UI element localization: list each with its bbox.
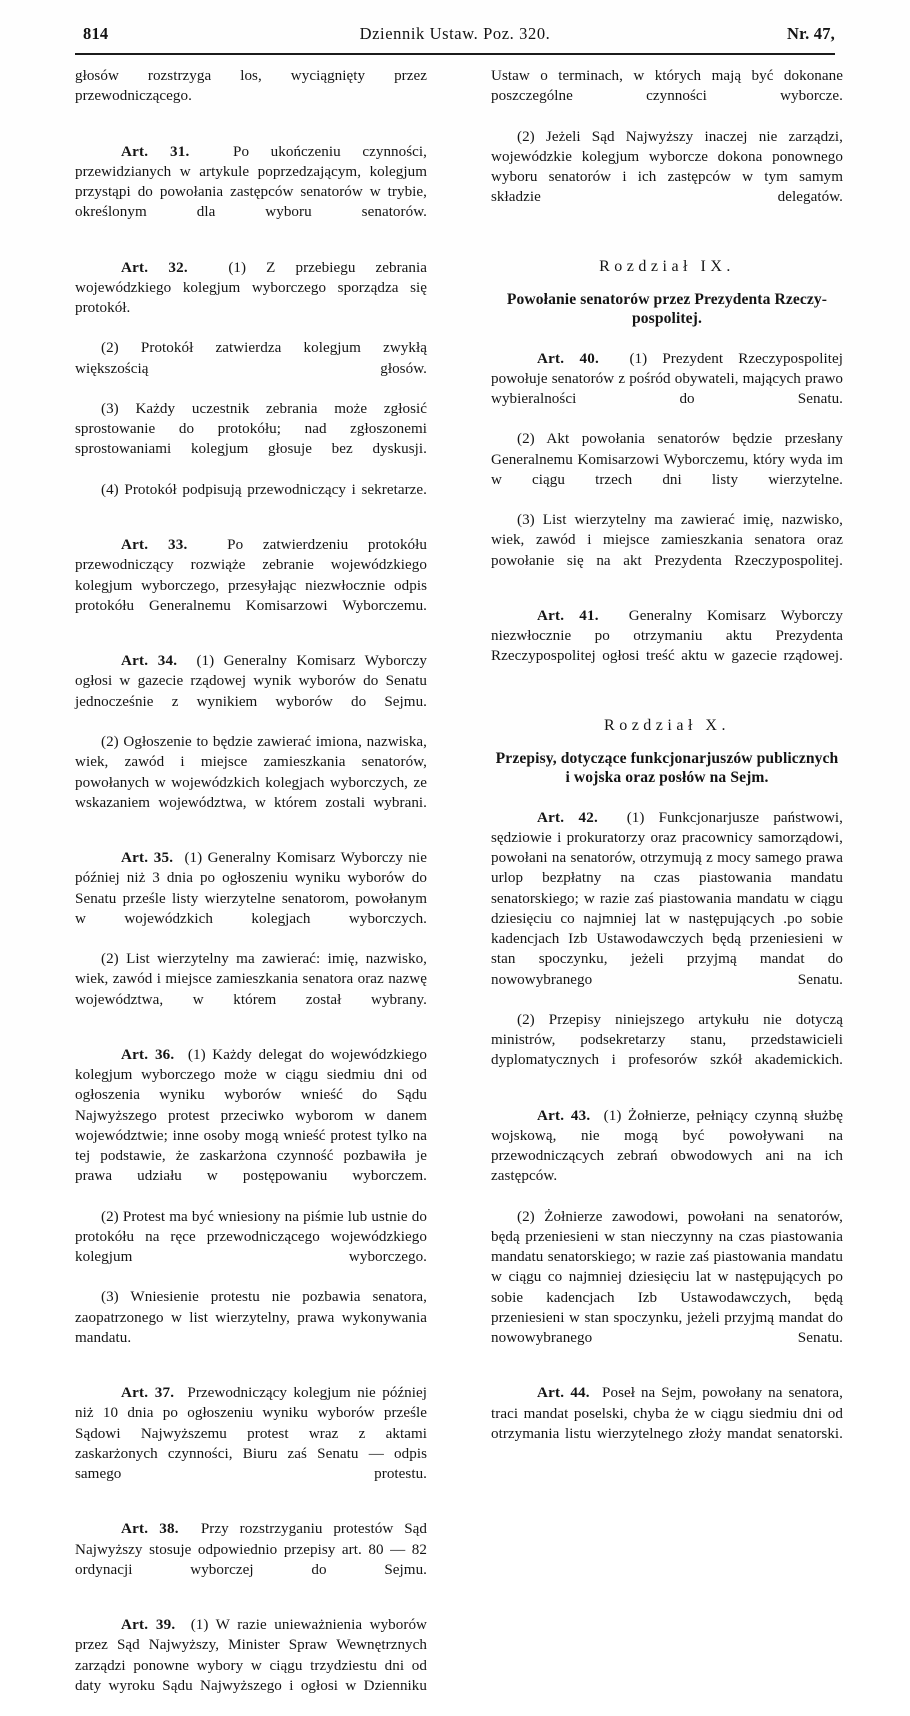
article-label: Art. 33. xyxy=(121,537,188,554)
paragraph-text: głosów rozstrzyga los, wyciągnięty przez przewodniczącego. xyxy=(75,68,427,105)
paragraph-text: Przewodniczący kolegjum nie później niż 10 dnia po ogłoszeniu wyniku wyborów prześle Sądowi Najwyższemu protest wraz z aktami zaskarżonych czynności, Biuru zaś Senatu — odpis samego protestu. xyxy=(75,1385,427,1482)
paragraph-text: (1) W razie unieważnienia wyborów przez Sąd Najwyższy, Minister Spraw Wewnętrznych zarządzi ponowne wybory w ciągu trzydziestu dni od daty wyroku Sądu Najwyższego i ogłosi w Dzienniku xyxy=(75,1617,428,1694)
body-paragraph xyxy=(75,338,427,399)
paragraph-text: (1) Prezydent Rzeczypospolitej powołuje senatorów z pośród obywateli, mających prawo wybieralności do Senatu. xyxy=(491,350,843,408)
article-paragraph xyxy=(75,1615,427,1716)
article-paragraph xyxy=(491,606,843,687)
body-paragraph xyxy=(491,1207,843,1369)
paragraph-text: Poseł na Sejm, powołany na senatora, traci mandat poselski, chyba że w ciągu siedmiu dni od otrzymania listu wierzytelnego złoży mandat senatorski. xyxy=(491,1385,843,1442)
body-paragraph xyxy=(75,66,427,127)
paragraph-text: (1) Generalny Komisarz Wyborczy ogłosi w gazecie rządowej wynik wyborów do Senatu jednocześnie z wynikiem wyborów do Sejmu. xyxy=(75,653,427,710)
chapter-title xyxy=(491,290,843,329)
paragraph-text: (3) Każdy uczestnik zebrania może zgłosić sprostowanie do protokółu; nad zgłoszonemi sprostowaniami kolegjum głosuje bez dyskusji. xyxy=(75,401,427,458)
paragraph-text: (4) Protokół podpisują przewodniczący i sekretarze. xyxy=(101,481,427,498)
paragraph-text: Po zatwierdzeniu protokółu przewodniczący rozwiąże zebranie wojewódzkiego kolegjum wyborczego, przesyłając niezwłocznie odpis protokółu Generalnemu Komisarzowi Wyborczemu. xyxy=(75,537,427,614)
paragraph-text: (2) Jeżeli Sąd Najwyższy inaczej nie zarządzi, wojewódzkie kolegjum wyborcze dokona ponownego wyboru senatorów i ich zastępców w tym samym składzie delegatów. xyxy=(491,128,843,206)
article-paragraph xyxy=(75,535,427,636)
paragraph-text: (1) Każdy delegat do wojewódzkiego kolegjum wyborczego może w ciągu siedmiu dni od ogłoszenia wyniku wyborów wnieść do Sądu Najwyższego protest przeciwko wyborom w danem województwie; inne osoby mogą wnieść protest tylko na tej podstawie, że zaskarżona czynność pozbawiła je prawa udziału w postępowaniu wyborczem. xyxy=(75,1046,427,1185)
body-paragraph xyxy=(75,1207,427,1288)
article-label: Art. 38. xyxy=(121,1521,179,1538)
chapter-title-line-2: pospolitej. xyxy=(632,310,702,328)
article-label: Art. 35. xyxy=(121,850,174,867)
chapter-title-line-2: i wojska oraz posłów na Sejm. xyxy=(565,769,769,787)
issue-number: Nr. 47, xyxy=(787,24,835,43)
paragraph-text: Ustaw o terminach, w których mają być dokonane poszczególne czynności wyborcze. xyxy=(491,68,843,105)
article-label: Art. 34. xyxy=(121,653,178,670)
body-paragraph xyxy=(491,429,843,510)
paragraph-text: (2) Przepisy niniejszego artykułu nie dotyczą ministrów, podsekretarzy stanu, przedstawicieli dyplomatycznych i profesorów szkół akademickich. xyxy=(491,1011,843,1069)
article-label: Art. 44. xyxy=(537,1385,590,1402)
article-label: Art. 43. xyxy=(537,1107,591,1124)
paragraph-text: (3) List wierzytelny ma zawierać imię, nazwisko, wiek, zawód i miejsce zamieszkania senatora oraz powołanie się na akt Prezydenta Rzeczypospolitej. xyxy=(491,512,843,569)
body-paragraph xyxy=(491,1010,843,1091)
article-label: Art. 32. xyxy=(121,259,188,276)
page-number: 814 xyxy=(83,24,109,43)
article-paragraph xyxy=(75,142,427,243)
chapter-number: Rozdział X. xyxy=(604,716,730,734)
header-rule xyxy=(75,53,835,55)
paragraph-text: Generalny Komisarz Wyborczy niezwłocznie po otrzymaniu aktu Prezydenta Rzeczypospolitej ogłosi treść aktu w gazecie rządowej. xyxy=(491,608,843,665)
article-label: Art. 40. xyxy=(537,350,599,367)
body-paragraph xyxy=(75,949,427,1030)
chapter-number: Rozdział IX. xyxy=(599,257,735,275)
publication-title: Dziennik Ustaw. Poz. 320. xyxy=(359,24,551,43)
article-paragraph xyxy=(491,808,843,1010)
chapter-title xyxy=(491,749,843,788)
paragraph-text: (2) Żołnierze zawodowi, powołani na senatorów, będą przeniesieni w stan nieczynny na czas piastowania mandatu senatorskiego; w razie zaś piastowania mandatu w ciągu co najmniej dziesięciu lat w następujących po sobie kadencjach Izb Ustawodawczych, będą przeniesieni w stan spoczynku, jeżeli przyjmą mandat do nowowybranego Senatu. xyxy=(491,1208,843,1346)
paragraph-text: (1) Generalny Komisarz Wyborczy nie później niż 3 dnia po ogłoszeniu wyniku wyborów do Senatu prześle listy wierzytelne senatorom, powołanym w wojewódzkich kolegjach wyborczych. xyxy=(75,850,428,927)
paragraph-text: (2) Protest ma być wniesiony na piśmie lub ustnie do protokółu na ręce przewodniczącego wojewódzkiego kolegjum wyborczego. xyxy=(75,1208,427,1265)
paragraph-text: (1) Z przebiegu zebrania wojewódzkiego kolegjum wyborczego sporządza się protokół. xyxy=(75,259,428,317)
article-paragraph xyxy=(75,1383,427,1504)
paragraph-text: (2) Ogłoszenie to będzie zawierać imiona, nazwiska, wiek, zawód i miejsce zamieszkania senatorów, powołanych w wojewódzkich kolegjach wyborczych, ze wskazaniem województwa, w którem zostali wybrani. xyxy=(75,734,427,811)
article-paragraph xyxy=(75,651,427,732)
body-paragraph xyxy=(75,732,427,833)
article-paragraph xyxy=(75,848,427,949)
paragraph-text: Po ukończeniu czynności, przewidzianych w artykule poprzedzającym, kolegjum przystąpi do powołania zastępców senatorów w trybie, określonym dla wyboru senatorów. xyxy=(75,143,427,221)
article-paragraph xyxy=(75,1045,427,1207)
article-paragraph xyxy=(75,258,427,339)
body-paragraph xyxy=(491,510,843,591)
article-paragraph xyxy=(491,1383,843,1464)
chapter-heading xyxy=(491,717,843,788)
paragraph-text: (2) List wierzytelny ma zawierać: imię, nazwisko, wiek, zawód i miejsce zamieszkania senatora oraz nazwę województwa, w którem został wybrany. xyxy=(75,951,427,1008)
article-paragraph xyxy=(491,349,843,430)
body-paragraph xyxy=(491,127,843,228)
chapter-heading xyxy=(491,258,843,329)
article-paragraph xyxy=(75,1519,427,1600)
article-label: Art. 39. xyxy=(121,1617,176,1634)
running-head xyxy=(75,24,835,50)
article-label: Art. 36. xyxy=(121,1046,175,1063)
body-paragraph xyxy=(75,480,427,520)
body-paragraph xyxy=(75,399,427,480)
article-label: Art. 42. xyxy=(537,809,599,826)
article-paragraph xyxy=(491,1106,843,1207)
body-paragraph xyxy=(75,1287,427,1368)
body-paragraph xyxy=(491,66,843,127)
paragraph-text: (2) Protokół zatwierdza kolegjum zwykłą większością głosów. xyxy=(75,340,427,377)
article-label: Art. 41. xyxy=(537,608,599,625)
paragraph-text: Przy rozstrzyganiu protestów Sąd Najwyższy stosuje odpowiednio przepisy art. 80 — 82 ordynacji wyborczej do Sejmu. xyxy=(75,1521,427,1578)
column-left xyxy=(75,66,428,1694)
two-column-body xyxy=(75,66,843,1694)
article-label: Art. 31. xyxy=(121,143,190,160)
chapter-title-line-1: Przepisy, dotyczące funkcjonarjuszów publicznych xyxy=(495,749,839,767)
paragraph-text: (3) Wniesienie protestu nie pozbawia senatora, zaopatrzonego w list wierzytelny, prawa wykonywania mandatu. xyxy=(75,1289,427,1346)
column-right xyxy=(491,66,843,1442)
article-label: Art. 37. xyxy=(121,1385,175,1402)
paragraph-text: (1) Żołnierze, pełniący czynną służbę wojskową, nie mogą być powoływani na przewodniczących zebrań obwodowych ani na ich zastępców. xyxy=(491,1107,843,1185)
chapter-title-line-1: Powołanie senatorów przez Prezydenta Rzeczy- xyxy=(506,290,828,308)
paragraph-text: (2) Akt powołania senatorów będzie przesłany Generalnemu Komisarzowi Wyborczemu, który wyda im w ciągu trzech dni listy wierzytelne. xyxy=(491,431,843,488)
paragraph-text: (1) Funkcjonarjusze państwowi, sędziowie i prokuratorzy oraz pracownicy samorządowi, powołani na senatorów, otrzymują z mocy samego prawa urlop bezpłatny na czas piastowania mandatu senatorskiego; w razie zaś piastowania mandatu w ciągu dziesięciu co najmniej lat w następujących .po sobie kadencjach Izb Ustawodawczych będą przeniesieni w stan spoczynku, jeżeli przyjmą mandat do nowowybranego Senatu. xyxy=(491,809,843,988)
